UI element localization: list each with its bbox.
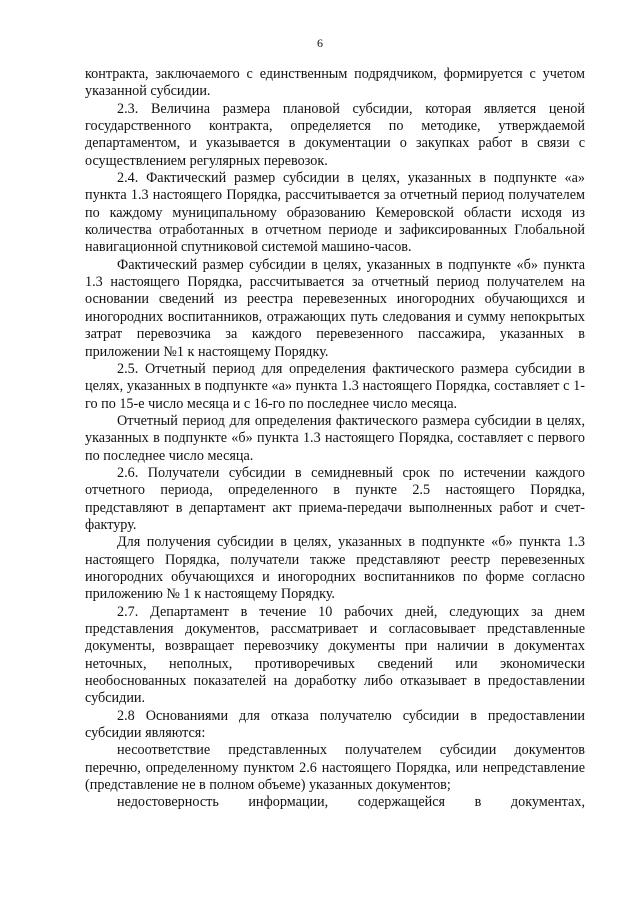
paragraph-2-7: 2.7. Департамент в течение 10 рабочих дней, следующих за днем представления документов, рассматривает и согласовывает представленные документы, возвращает перевозчику документы при наличии в документах неточных, неполных, противоречивых сведений или экономически необоснованных показателей на доработку либо отказывает в предоставлении субсидии. (85, 603, 585, 707)
body-text (85, 66, 585, 812)
paragraph-2-6: 2.6. Получатели субсидии в семидневный срок по истечении каждого отчетного периода, определенного в пункте 2.5 настоящего Порядка, представляют в департамент акт приема-передачи выполненных работ и счет-фактуру. (85, 464, 585, 533)
page-number: 6 (317, 36, 323, 50)
paragraph-2-8: 2.8 Основаниями для отказа получателю субсидии в предоставлении субсидии являются: (85, 707, 585, 742)
paragraph-2-5-b: Отчетный период для определения фактического размера субсидии в целях, указанных в подпункте «б» пункта 1.3 настоящего Порядка, составляет с первого по последнее число месяца. (85, 412, 585, 464)
paragraph-continuation: контракта, заключаемого с единственным подрядчиком, формируется с учетом указанной субсидии. (85, 66, 585, 100)
paragraph-2-3: 2.3. Величина размера плановой субсидии, которая является ценой государственного контракта, определяется по методике, утверждаемой департаментом, и указывается в документации о закупках работ в связи с осуществлением регулярных перевозок. (85, 100, 585, 169)
paragraph-2-8-item-2: недостоверность информации, содержащейся в документах, (117, 794, 585, 811)
paragraph-2-4-b: Фактический размер субсидии в целях, указанных в подпункте «б» пункта 1.3 настоящего Порядка, рассчитывается за отчетный период получателем на основании сведений из реестра перевезенных иногородних обучающихся и иногородних воспитанников, отражающих путь следования и сумму непокрытых затрат перевозчика за каждого перевезенного пассажира, указанных в приложении №1 к настоящему Порядку. (85, 256, 585, 360)
paragraph-2-6-b: Для получения субсидии в целях, указанных в подпункте «б» пункта 1.3 настоящего Порядка, получатели также представляют реестр перевезенных иногородних обучающихся и иногородних воспитанников по форме согласно приложению № 1 к настоящему Порядку. (85, 534, 585, 603)
paragraph-2-8-item-1: несоответствие представленных получателем субсидии документов перечню, определенному пунктом 2.6 настоящего Порядка, или непредставление (представление не в полном объеме) указанных документов; (85, 742, 585, 794)
paragraph-2-5: 2.5. Отчетный период для определения фактического размера субсидии в целях, указанных в подпункте «а» пункта 1.3 настоящего Порядка, составляет с 1-го по 15-е число месяца и с 16-го по последнее число месяца. (85, 360, 585, 412)
paragraph-2-4: 2.4. Фактический размер субсидии в целях, указанных в подпункте «а» пункта 1.3 настоящего Порядка, рассчитывается за отчетный период получателем по каждому муниципальному образованию Кемеровской области исходя из количества отработанных в отчетном периоде и зафиксированных Глобальной навигационной спутниковой системой машино-часов. (85, 170, 585, 256)
